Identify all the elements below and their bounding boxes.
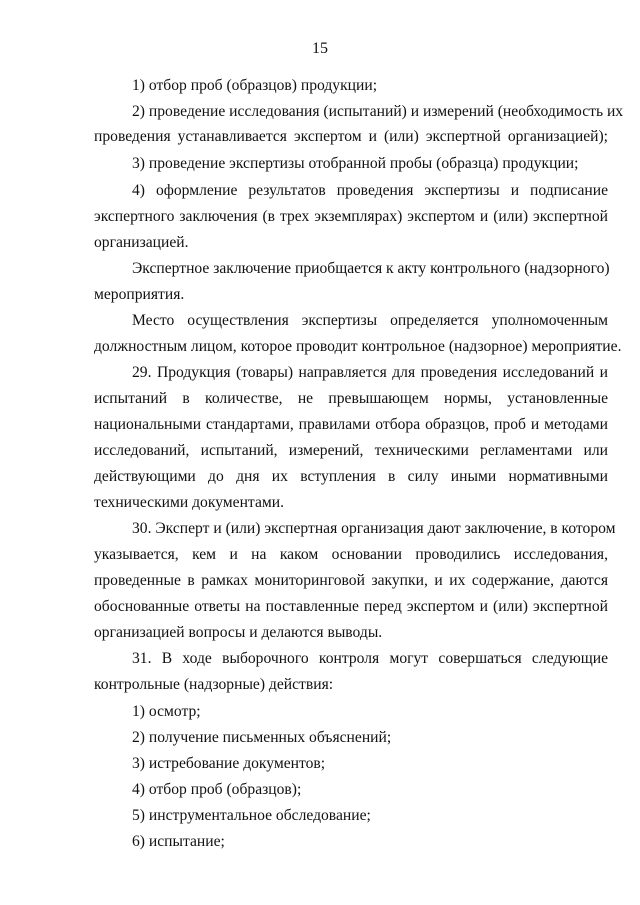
text-line: проведения устанавливается экспертом и (или) экспертной организацией); (94, 128, 608, 145)
text-line: организацией. (94, 234, 189, 251)
text-line: 1) отбор проб (образцов) продукции; (132, 77, 378, 94)
text-line: 30. Эксперт и (или) экспертная организация дают заключение, в котором (132, 520, 616, 537)
text-line: 2) получение письменных объяснений; (132, 729, 392, 746)
text-line: 2) проведение исследования (испытаний) и измерений (необходимость их (132, 103, 624, 120)
text-line: Экспертное заключение приобщается к акту контрольного (надзорного) (132, 260, 610, 277)
text-line: обоснованные ответы на поставленные перед экспертом и (или) экспертной (94, 598, 608, 615)
text-line: проведенные в рамках мониторинговой закупки, и их содержание, даются (94, 572, 608, 589)
text-line: указывается, кем и на каком основании проводились исследования, (94, 546, 608, 563)
text-line: должностным лицом, которое проводит контрольное (надзорное) мероприятие. (94, 338, 622, 355)
text-line: действующими до дня их вступления в силу иными нормативными (94, 468, 608, 485)
text-line: 3) проведение экспертизы отобранной пробы (образца) продукции; (132, 155, 579, 172)
text-line: 29. Продукция (товары) направляется для проведения исследований и (132, 364, 608, 381)
text-line: 6) испытание; (132, 833, 225, 850)
text-line: организацией вопросы и делаются выводы. (94, 624, 383, 641)
text-line: 4) отбор проб (образцов); (132, 781, 302, 798)
text-line: техническими документами. (94, 494, 284, 511)
text-line: Место осуществления экспертизы определяется уполномоченным (132, 312, 608, 329)
text-line: 1) осмотр; (132, 703, 201, 720)
page-number: 15 (312, 40, 328, 57)
text-line: мероприятия. (94, 286, 185, 303)
text-line: экспертного заключения (в трех экземплярах) экспертом и (или) экспертной (94, 208, 608, 225)
text-line: 4) оформление результатов проведения экспертизы и подписание (132, 182, 608, 199)
text-line: 5) инструментальное обследование; (132, 807, 371, 824)
text-line: 31. В ходе выборочного контроля могут совершаться следующие (132, 650, 608, 667)
text-line: 3) истребование документов; (132, 755, 326, 772)
text-line: контрольные (надзорные) действия: (94, 676, 334, 693)
text-line: национальными стандартами, правилами отбора образцов, проб и методами (94, 416, 608, 433)
text-line: исследований, испытаний, измерений, техническими регламентами или (94, 442, 608, 459)
text-line: испытаний в количестве, не превышающем нормы, установленные (94, 390, 608, 407)
